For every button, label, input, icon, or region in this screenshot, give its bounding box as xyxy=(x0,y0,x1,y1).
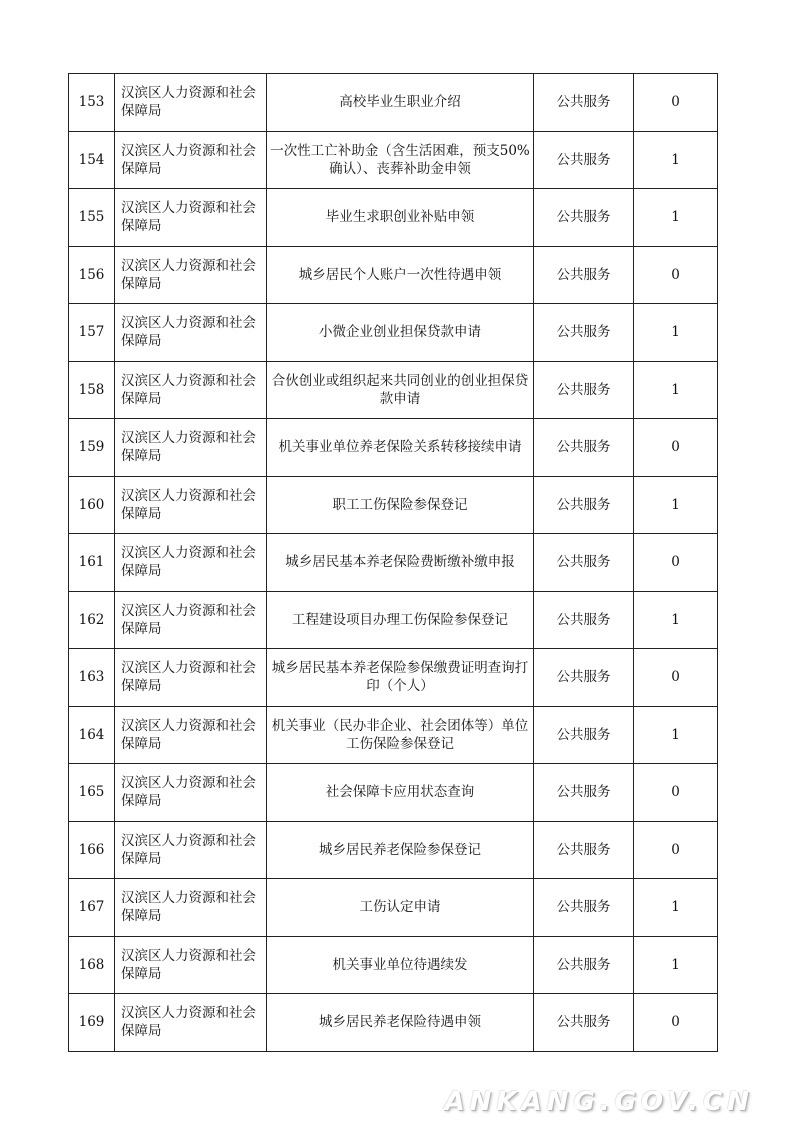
row-number-cell: 169 xyxy=(69,994,115,1052)
value-cell: 0 xyxy=(634,994,718,1052)
table-row xyxy=(69,361,718,419)
value-cell: 0 xyxy=(634,534,718,592)
table-row xyxy=(69,879,718,937)
value-cell: 1 xyxy=(634,189,718,247)
department-cell: 汉滨区人力资源和社会保障局 xyxy=(115,879,267,937)
table-body xyxy=(69,74,718,1052)
category-cell: 公共服务 xyxy=(534,304,634,362)
value-cell: 1 xyxy=(634,591,718,649)
service-item-cell: 城乡居民个人账户一次性待遇申领 xyxy=(267,246,534,304)
row-number-cell: 160 xyxy=(69,476,115,534)
department-cell: 汉滨区人力资源和社会保障局 xyxy=(115,706,267,764)
category-cell: 公共服务 xyxy=(534,74,634,132)
table-row xyxy=(69,764,718,822)
value-cell: 0 xyxy=(634,649,718,707)
value-cell: 1 xyxy=(634,706,718,764)
department-cell: 汉滨区人力资源和社会保障局 xyxy=(115,246,267,304)
table-row xyxy=(69,936,718,994)
category-cell: 公共服务 xyxy=(534,419,634,477)
service-item-cell: 城乡居民养老保险参保登记 xyxy=(267,821,534,879)
category-cell: 公共服务 xyxy=(534,189,634,247)
category-cell: 公共服务 xyxy=(534,534,634,592)
row-number-cell: 163 xyxy=(69,649,115,707)
service-item-cell: 合伙创业或组织起来共同创业的创业担保贷款申请 xyxy=(267,361,534,419)
row-number-cell: 158 xyxy=(69,361,115,419)
row-number-cell: 165 xyxy=(69,764,115,822)
category-cell: 公共服务 xyxy=(534,706,634,764)
category-cell: 公共服务 xyxy=(534,821,634,879)
table-row xyxy=(69,74,718,132)
value-cell: 0 xyxy=(634,74,718,132)
category-cell: 公共服务 xyxy=(534,591,634,649)
row-number-cell: 161 xyxy=(69,534,115,592)
service-item-cell: 城乡居民基本养老保险参保缴费证明查询打印（个人） xyxy=(267,649,534,707)
service-item-cell: 小微企业创业担保贷款申请 xyxy=(267,304,534,362)
value-cell: 0 xyxy=(634,821,718,879)
service-item-cell: 机关事业单位养老保险关系转移接续申请 xyxy=(267,419,534,477)
service-item-cell: 机关事业（民办非企业、社会团体等）单位工伤保险参保登记 xyxy=(267,706,534,764)
value-cell: 1 xyxy=(634,879,718,937)
row-number-cell: 154 xyxy=(69,131,115,189)
value-cell: 0 xyxy=(634,246,718,304)
service-list-table xyxy=(68,73,718,1052)
category-cell: 公共服务 xyxy=(534,476,634,534)
category-cell: 公共服务 xyxy=(534,764,634,822)
service-item-cell: 职工工伤保险参保登记 xyxy=(267,476,534,534)
department-cell: 汉滨区人力资源和社会保障局 xyxy=(115,476,267,534)
row-number-cell: 153 xyxy=(69,74,115,132)
table-row xyxy=(69,534,718,592)
category-cell: 公共服务 xyxy=(534,246,634,304)
table-row xyxy=(69,994,718,1052)
row-number-cell: 157 xyxy=(69,304,115,362)
service-item-cell: 工伤认定申请 xyxy=(267,879,534,937)
table-row xyxy=(69,591,718,649)
service-item-cell: 社会保障卡应用状态查询 xyxy=(267,764,534,822)
department-cell: 汉滨区人力资源和社会保障局 xyxy=(115,591,267,649)
service-item-cell: 城乡居民基本养老保险费断缴补缴申报 xyxy=(267,534,534,592)
category-cell: 公共服务 xyxy=(534,936,634,994)
row-number-cell: 155 xyxy=(69,189,115,247)
table-row xyxy=(69,649,718,707)
service-item-cell: 工程建设项目办理工伤保险参保登记 xyxy=(267,591,534,649)
service-item-cell: 高校毕业生职业介绍 xyxy=(267,74,534,132)
table-row xyxy=(69,189,718,247)
service-item-cell: 机关事业单位待遇续发 xyxy=(267,936,534,994)
category-cell: 公共服务 xyxy=(534,879,634,937)
department-cell: 汉滨区人力资源和社会保障局 xyxy=(115,189,267,247)
value-cell: 1 xyxy=(634,361,718,419)
department-cell: 汉滨区人力资源和社会保障局 xyxy=(115,131,267,189)
department-cell: 汉滨区人力资源和社会保障局 xyxy=(115,764,267,822)
row-number-cell: 168 xyxy=(69,936,115,994)
table-row xyxy=(69,476,718,534)
service-item-cell: 毕业生求职创业补贴申领 xyxy=(267,189,534,247)
row-number-cell: 162 xyxy=(69,591,115,649)
table-row xyxy=(69,131,718,189)
row-number-cell: 166 xyxy=(69,821,115,879)
category-cell: 公共服务 xyxy=(534,361,634,419)
table-row xyxy=(69,821,718,879)
table-row xyxy=(69,304,718,362)
department-cell: 汉滨区人力资源和社会保障局 xyxy=(115,361,267,419)
category-cell: 公共服务 xyxy=(534,994,634,1052)
table-row xyxy=(69,419,718,477)
department-cell: 汉滨区人力资源和社会保障局 xyxy=(115,534,267,592)
department-cell: 汉滨区人力资源和社会保障局 xyxy=(115,74,267,132)
value-cell: 1 xyxy=(634,304,718,362)
value-cell: 1 xyxy=(634,936,718,994)
row-number-cell: 156 xyxy=(69,246,115,304)
department-cell: 汉滨区人力资源和社会保障局 xyxy=(115,649,267,707)
site-watermark: ANKANG.GOV.CN xyxy=(444,1087,754,1117)
row-number-cell: 159 xyxy=(69,419,115,477)
value-cell: 0 xyxy=(634,764,718,822)
row-number-cell: 164 xyxy=(69,706,115,764)
table-row xyxy=(69,706,718,764)
department-cell: 汉滨区人力资源和社会保障局 xyxy=(115,994,267,1052)
department-cell: 汉滨区人力资源和社会保障局 xyxy=(115,936,267,994)
value-cell: 0 xyxy=(634,419,718,477)
department-cell: 汉滨区人力资源和社会保障局 xyxy=(115,419,267,477)
value-cell: 1 xyxy=(634,131,718,189)
value-cell: 1 xyxy=(634,476,718,534)
row-number-cell: 167 xyxy=(69,879,115,937)
category-cell: 公共服务 xyxy=(534,131,634,189)
table-row xyxy=(69,246,718,304)
service-item-cell: 一次性工亡补助金（含生活困难，预支50%确认）、丧葬补助金申领 xyxy=(267,131,534,189)
department-cell: 汉滨区人力资源和社会保障局 xyxy=(115,304,267,362)
category-cell: 公共服务 xyxy=(534,649,634,707)
department-cell: 汉滨区人力资源和社会保障局 xyxy=(115,821,267,879)
service-item-cell: 城乡居民养老保险待遇申领 xyxy=(267,994,534,1052)
